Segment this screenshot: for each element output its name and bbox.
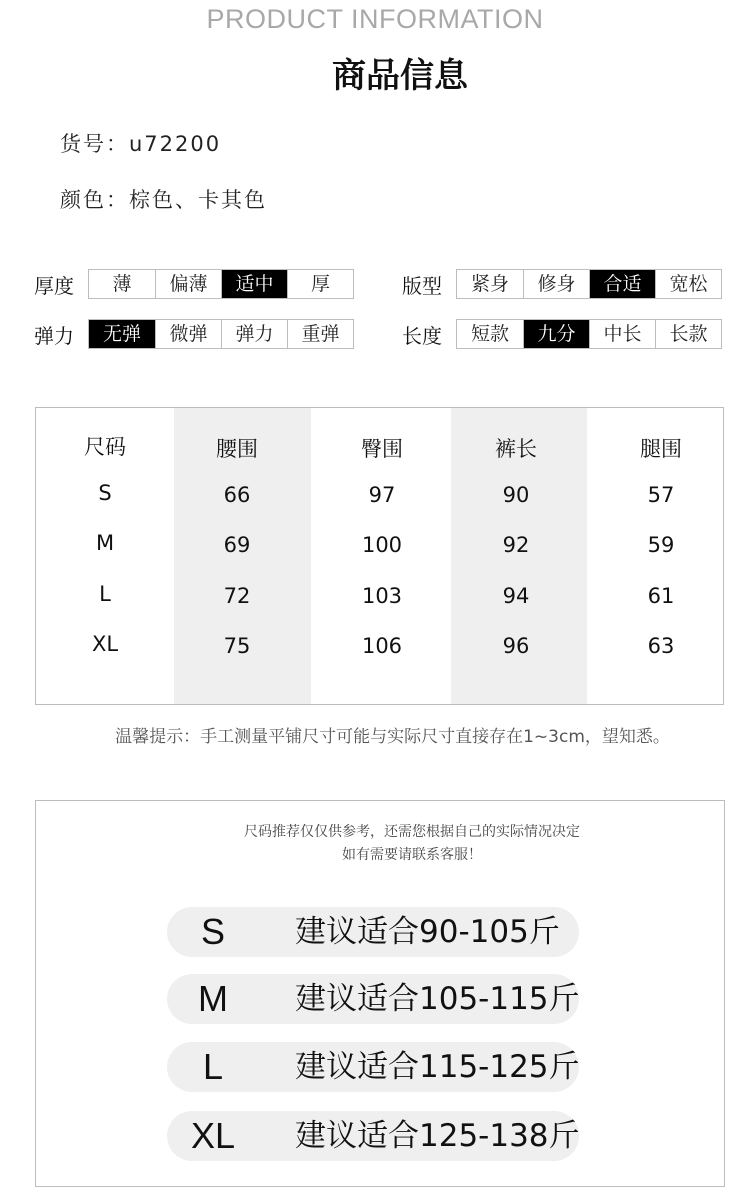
attr-stretch <box>34 319 354 349</box>
recommendation-text: 建议适合105-115斤 <box>295 981 580 1017</box>
page-title: 商品信息 <box>332 56 468 96</box>
recommendation-contact: 如有需要请联系客服！ <box>342 847 482 863</box>
attr-option: 长款 <box>655 320 721 348</box>
table-header: 臀围 <box>361 437 403 461</box>
table-cell: 103 <box>361 584 403 608</box>
recommendation-size: M <box>198 978 228 1019</box>
attr-fit <box>402 269 722 299</box>
attr-option: 修身 <box>523 270 589 298</box>
attr-option: 微弹 <box>155 320 221 348</box>
table-cell: XL <box>91 632 119 656</box>
attr-option: 宽松 <box>655 270 721 298</box>
attr-fit-label: 版型 <box>402 273 442 298</box>
recommendation-text: 建议适合115-125斤 <box>295 1049 580 1085</box>
table-cell: 100 <box>361 533 403 557</box>
attr-option: 薄 <box>112 273 132 295</box>
table-header: 尺码 <box>84 435 126 459</box>
table-cell: 106 <box>361 634 403 658</box>
recommendation-text: 建议适合125-138斤 <box>295 1118 580 1154</box>
recommendation-item <box>167 1111 579 1161</box>
attr-option: 适中 <box>221 270 287 298</box>
attr-option: 重弹 <box>287 320 353 348</box>
recommendation-item <box>167 974 579 1024</box>
table-header: 腰围 <box>216 437 258 461</box>
attr-length-label: 长度 <box>402 323 442 348</box>
attr-fit-options <box>456 269 722 299</box>
attr-option: 偏薄 <box>155 270 221 298</box>
attr-option: 九分 <box>523 320 589 348</box>
sku-line: 货号：u72200 <box>60 132 222 156</box>
table-cell: 66 <box>223 483 251 507</box>
size-table <box>35 407 724 705</box>
attr-option: 短款 <box>470 323 509 345</box>
recommendation-item <box>167 907 579 957</box>
table-cell: 94 <box>502 584 530 608</box>
attr-option: 弹力 <box>221 320 287 348</box>
attr-thickness <box>34 269 354 299</box>
table-cell: 59 <box>647 533 675 557</box>
table-cell: 97 <box>368 483 396 507</box>
attr-option: 合适 <box>589 270 655 298</box>
table-cell: 92 <box>502 533 530 557</box>
recommendation-size: L <box>202 1046 224 1087</box>
attr-option: 无弹 <box>89 320 155 348</box>
recommendation-item <box>167 1042 579 1092</box>
table-cell: M <box>95 531 115 555</box>
table-cell: 90 <box>502 483 530 507</box>
attr-option: 中长 <box>589 320 655 348</box>
recommendation-text: 建议适合90-105斤 <box>295 914 560 950</box>
measurement-note: 温馨提示：手工测量平铺尺寸可能与实际尺寸直接存在1~3cm，望知悉。 <box>115 727 670 747</box>
table-cell: 72 <box>223 584 251 608</box>
attr-stretch-label: 弹力 <box>34 323 74 348</box>
attr-option: 厚 <box>287 270 353 298</box>
size-recommendation-panel <box>35 800 725 1187</box>
attr-thickness-label: 厚度 <box>34 273 74 298</box>
table-header: 腿围 <box>640 437 682 461</box>
table-cell: S <box>98 481 112 505</box>
section-eyebrow: PRODUCT INFORMATION <box>206 4 544 34</box>
recommendation-size: S <box>200 911 225 952</box>
table-cell: 57 <box>647 483 675 507</box>
attr-stretch-options <box>88 319 354 349</box>
table-cell: 96 <box>502 634 530 658</box>
attr-length <box>402 319 722 349</box>
attr-length-options <box>456 319 722 349</box>
table-cell: 75 <box>223 634 251 658</box>
table-cell: L <box>99 582 111 606</box>
table-cell: 69 <box>223 533 251 557</box>
table-cell: 61 <box>647 584 675 608</box>
recommendation-disclaimer: 尺码推荐仅仅供参考，还需您根据自己的实际情况决定 <box>244 824 580 840</box>
table-header: 裤长 <box>495 437 537 461</box>
recommendation-size: XL <box>190 1115 236 1156</box>
table-cell: 63 <box>647 634 675 658</box>
attr-thickness-options <box>88 269 354 299</box>
attr-option: 紧身 <box>470 273 509 295</box>
color-line: 颜色：棕色、卡其色 <box>60 188 267 212</box>
